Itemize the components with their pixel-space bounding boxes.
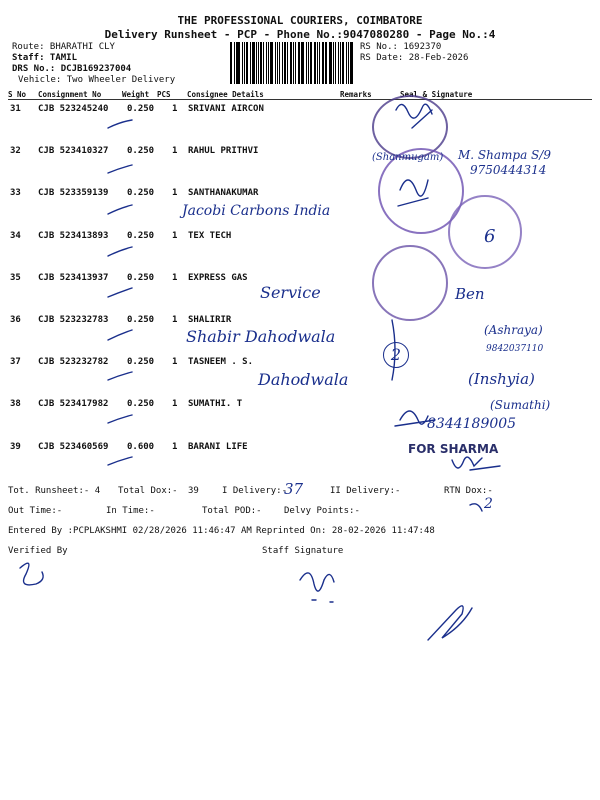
tick-mark — [108, 288, 132, 297]
vehicle-label: Vehicle: Two Wheeler Delivery — [18, 75, 176, 85]
col-weight: Weight — [122, 90, 150, 99]
row-pcs: 1 — [172, 357, 178, 368]
row-consignee: SRIVANI AIRCON — [188, 104, 264, 114]
handwritten-name: (Sumathi) — [490, 398, 551, 412]
handwritten-note: Service — [260, 283, 321, 302]
handwritten-name: (Inshyia) — [468, 370, 535, 388]
signature-scribble — [20, 563, 43, 585]
handwritten-name: (Shanmugam) — [372, 152, 444, 163]
row-consignment: CJB 523417982 — [38, 399, 109, 410]
signature-scribble — [428, 606, 472, 640]
handwritten-phone: 9750444314 — [470, 163, 547, 177]
tick-mark — [108, 120, 132, 128]
reprinted-on: Reprinted On: 28-02-2026 11:47:48 — [256, 526, 435, 536]
handwritten-note: Dahodwala — [258, 370, 349, 389]
row-weight: 0.250 — [127, 188, 155, 199]
row-consignee: SANTHANAKUMAR — [188, 188, 259, 199]
row-sno: 39 — [10, 441, 21, 452]
col-seal: Seal & Signature — [400, 90, 473, 99]
row-pcs: 1 — [172, 272, 178, 283]
row-consignment: CJB 523413893 — [38, 230, 109, 241]
total-dox-value: 39 — [188, 486, 199, 496]
row-consignee: TEX TECH — [188, 230, 232, 241]
signature-scribble — [392, 320, 395, 380]
i-delivery-label: I Delivery:- — [222, 486, 288, 496]
row-consignment: CJB 523232783 — [38, 315, 109, 325]
row-weight: 0.250 — [127, 357, 155, 368]
signature-scribble — [300, 573, 334, 602]
tick-mark — [108, 457, 132, 465]
handwritten-note: Shabir Dahodwala — [186, 327, 336, 346]
row-consignee: EXPRESS GAS — [188, 272, 248, 283]
tot-runsheet: Tot. Runsheet:- 4 — [8, 486, 101, 496]
rtn-dox-value: 2 — [484, 496, 493, 512]
out-time-label: Out Time:- — [8, 506, 63, 516]
col-remarks: Remarks — [340, 90, 372, 99]
handwritten-number: 2 — [383, 342, 409, 368]
handwritten-number: 6 — [484, 226, 496, 247]
staff-label: Staff: TAMIL — [12, 53, 78, 63]
row-sno: 32 — [10, 146, 21, 157]
in-time-label: In Time:- — [106, 506, 155, 516]
handwritten-phone: 8344189005 — [427, 416, 517, 432]
signature-scribble — [398, 180, 428, 206]
row-sno: 31 — [10, 104, 21, 114]
drs-number: DRS No.: DCJB169237004 — [12, 64, 132, 74]
col-consignee: Consignee Details — [187, 90, 264, 99]
row-weight: 0.250 — [127, 230, 155, 241]
row-pcs: 1 — [172, 441, 178, 452]
tick-mark — [108, 372, 132, 380]
row-weight: 0.600 — [127, 441, 155, 452]
company-title: THE PROFESSIONAL COURIERS, COIMBATORE — [177, 14, 423, 27]
row-pcs: 1 — [172, 146, 178, 157]
signature-scribble — [395, 411, 435, 426]
rtn-dox-label: RTN Dox:- — [444, 486, 493, 496]
handwritten-signature: M. Shampa S/9 — [458, 148, 551, 162]
row-consignment: CJB 523413937 — [38, 272, 109, 283]
row-consignee: RAHUL PRITHVI — [188, 146, 259, 157]
row-pcs: 1 — [172, 399, 178, 410]
row-consignment: CJB 523232782 — [38, 357, 109, 368]
row-consignee: BARANI LIFE — [188, 441, 248, 452]
row-consignee: SHALIRIR — [188, 315, 232, 325]
rs-date: RS Date: 28-Feb-2026 — [360, 53, 469, 63]
handwritten-note: Jacobi Carbons India — [182, 203, 331, 219]
tick-mark — [108, 205, 132, 214]
row-sno: 34 — [10, 230, 21, 241]
rs-number: RS No.: 1692370 — [360, 42, 442, 52]
verified-by-label: Verified By — [8, 546, 68, 556]
row-pcs: 1 — [172, 104, 178, 114]
handwritten-phone: 9842037110 — [486, 344, 544, 354]
route-label: Route: BHARATHI CLY — [12, 42, 115, 52]
row-consignment: CJB 523359139 — [38, 188, 109, 199]
signature-scribble — [470, 504, 482, 511]
row-sno: 37 — [10, 357, 21, 368]
row-sno: 38 — [10, 399, 21, 410]
tick-mark — [108, 330, 132, 340]
col-consignment: Consignment No — [38, 90, 102, 99]
row-weight: 0.250 — [127, 315, 155, 325]
row-weight: 0.250 — [127, 146, 155, 157]
runsheet-subtitle: Delivery Runsheet - PCP - Phone No.:9047080280 - Page No.:4 — [104, 28, 496, 41]
row-consignee: SUMATHI. T — [188, 399, 243, 410]
row-pcs: 1 — [172, 230, 178, 241]
row-consignment: CJB 523410327 — [38, 146, 109, 157]
entered-by: Entered By :PCPLAKSHMI 02/28/2026 11:46:47 AM — [8, 526, 252, 536]
row-sno: 35 — [10, 272, 21, 283]
row-sno: 33 — [10, 188, 21, 199]
handwritten-signature: Ben — [455, 285, 485, 303]
staff-signature-label: Staff Signature — [262, 546, 344, 556]
row-consignment: CJB 523460569 — [38, 441, 109, 452]
tick-mark — [108, 247, 132, 256]
row-consignee: TASNEEM . S. — [188, 357, 254, 368]
row-sno: 36 — [10, 315, 21, 325]
row-weight: 0.250 — [127, 104, 155, 114]
i-delivery-value: 37 — [284, 480, 304, 498]
delvy-points-label: Delvy Points:- — [284, 506, 360, 516]
signature-scribble — [396, 104, 432, 128]
col-pcs: PCS — [157, 90, 171, 99]
total-dox-label: Total Dox:- — [118, 486, 178, 496]
row-pcs: 1 — [172, 315, 178, 325]
ii-delivery-label: II Delivery:- — [330, 486, 401, 496]
company-stamp-text: FOR SHARMA — [408, 442, 499, 456]
row-weight: 0.250 — [127, 399, 155, 410]
col-sno: S No — [8, 90, 27, 99]
signature-scribble — [452, 457, 500, 470]
row-weight: 0.250 — [127, 272, 155, 283]
row-consignment: CJB 523245240 — [38, 104, 109, 114]
tick-mark — [108, 165, 132, 173]
row-pcs: 1 — [172, 188, 178, 199]
handwritten-name: (Ashraya) — [484, 323, 543, 337]
tick-mark — [108, 415, 132, 423]
total-pod-label: Total POD:- — [202, 506, 262, 516]
